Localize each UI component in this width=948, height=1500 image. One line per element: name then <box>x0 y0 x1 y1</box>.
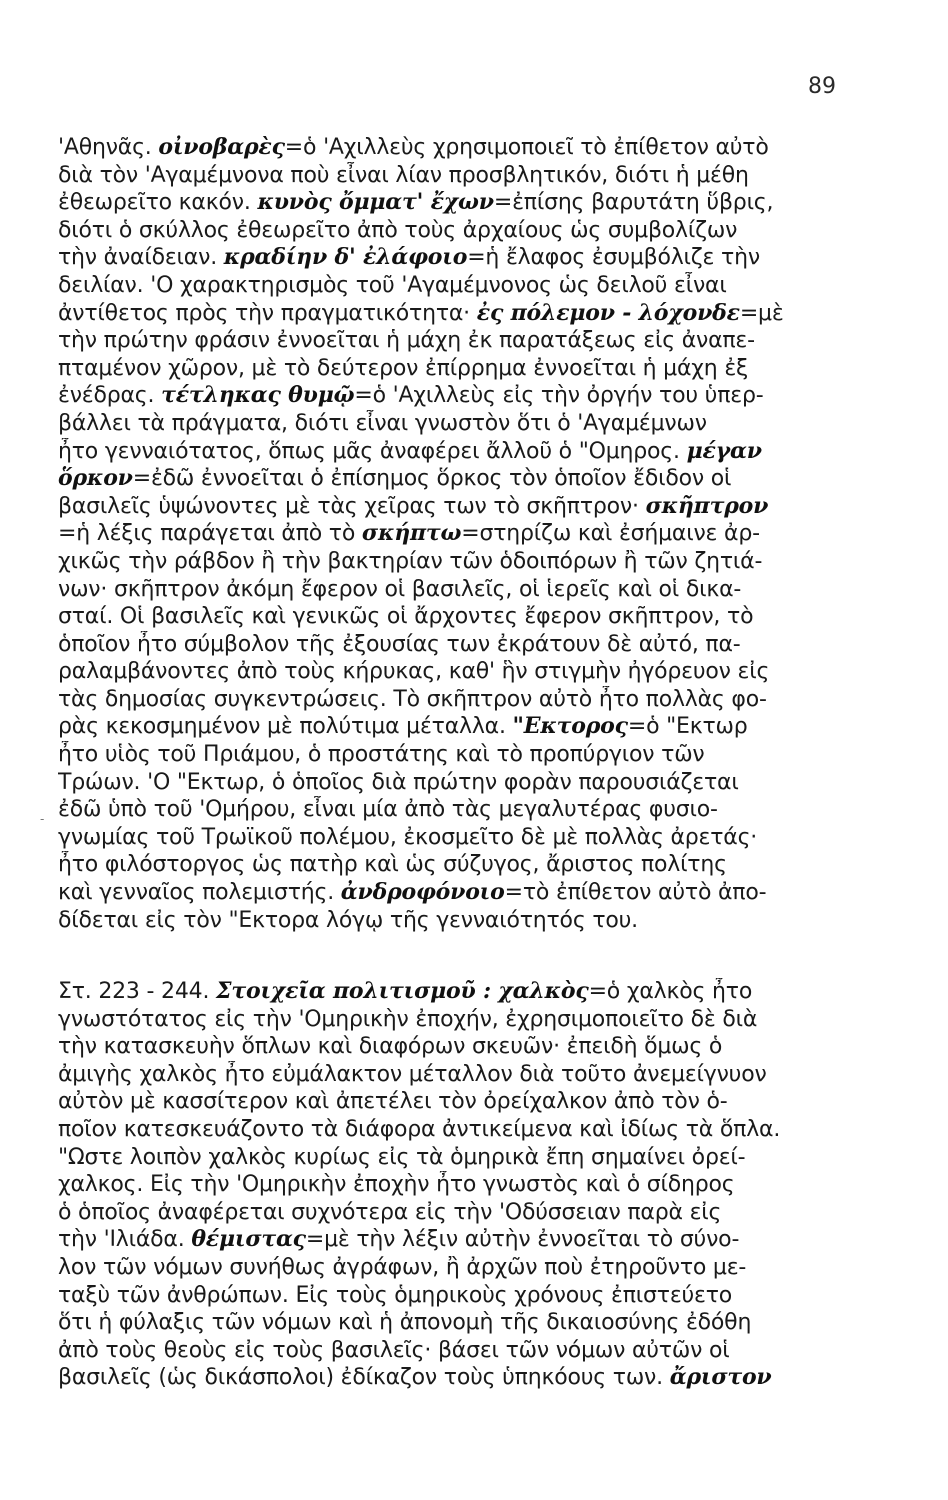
text-line <box>58 300 858 328</box>
text-line <box>58 217 858 245</box>
text-line <box>58 658 858 686</box>
gloss-text: ἀμιγὴς χαλκὸς ἦτο εὐμάλακτον μέταλλον διὰ τοῦτο ἀνεμείγνυον <box>58 1061 767 1087</box>
text-line <box>58 1337 858 1365</box>
gloss-text: ρὰς κεκοσμημένον μὲ πολύτιμα μέταλλα. <box>58 714 513 740</box>
gloss-text: καὶ γενναῖος πολεμιστής. <box>58 880 341 906</box>
gloss-text: γνωστότατος εἰς τὴν 'Ομηρικὴν ἐποχήν, ἐχρησιμοποιεῖτο δὲ διὰ <box>58 1006 758 1032</box>
lemma-term: "Εκτορος <box>512 713 628 740</box>
lemma-term: τέτληκας θυμῷ <box>161 382 355 409</box>
text-line <box>58 327 858 355</box>
gloss-text: νων· σκῆπτρον ἀκόμη ἔφερον οἱ βασιλεῖς, οἱ ἱερεῖς καὶ οἱ δικα- <box>58 576 742 602</box>
gloss-text: βασιλεῖς (ὡς δικάσπολοι) ἐδίκαζον τοὺς ὑπηκόους των. <box>58 1365 670 1391</box>
gloss-text: ἀντίθετος πρὸς τὴν πραγματικότητα· <box>58 300 477 326</box>
gloss-text: =ὁ 'Αχιλλεὺς εἰς τὴν ὀργήν του ὑπερ- <box>354 383 764 409</box>
gloss-text: σταί. Οἱ βασιλεῖς καὶ γενικῶς οἱ ἄρχοντες ἔφερον σκῆπτρον, τὸ <box>58 604 754 630</box>
commentary-paragraph-2 <box>58 978 858 1392</box>
gloss-text: =ἡ λέξις παράγεται ἀπὸ τὸ <box>58 521 362 547</box>
margin-mark: - <box>40 812 45 826</box>
commentary-paragraph-1 <box>58 134 858 934</box>
gloss-text: βάλλει τὰ πράγματα, διότι εἶναι γνωστὸν ὅτι ὁ 'Αγαμέμνων <box>58 410 707 436</box>
text-line <box>58 686 858 714</box>
lemma-term: ἐς πόλεμον - λόχονδε <box>476 299 740 326</box>
gloss-text: ὅτι ἡ φύλαξις τῶν νόμων καὶ ἡ ἀπονομὴ τῆς δικαιοσύνης ἐδόθη <box>58 1310 752 1336</box>
gloss-text: χαλκος. Εἰς τὴν 'Ομηρικὴν ἐποχὴν ἦτο γνωστὸς καὶ ὁ σίδηρος <box>58 1172 735 1198</box>
gloss-text: τὴν 'Ιλιάδα. <box>58 1227 192 1253</box>
text-line <box>58 410 858 438</box>
text-line <box>58 769 858 797</box>
gloss-text: ὁποῖον ἦτο σύμβολον τῆς ἐξουσίας των ἐκράτουν δὲ αὐτό, πα- <box>58 631 741 657</box>
lemma-term: ἀνδροφόνοιο <box>340 879 505 906</box>
gloss-text: χικῶς τὴν ράβδον ἢ τὴν βακτηρίαν τῶν ὁδοιπόρων ἢ τῶν ζητιά- <box>58 548 763 574</box>
gloss-text: ποῖον κατεσκευάζοντο τὰ διάφορα ἀντικείμενα καὶ ἰδίως τὰ ὅπλα. <box>58 1116 781 1142</box>
text-line <box>58 1226 858 1254</box>
gloss-text: =ἐδῶ ἐννοεῖται ὁ ἐπίσημος ὅρκος τὸν ὁποῖον ἔδιδον οἱ <box>132 466 732 492</box>
page-number: 89 <box>808 74 836 99</box>
gloss-text: δίδεται εἰς τὸν "Εκτορα λόγῳ τῆς γενναιότητός του. <box>58 907 638 933</box>
text-line <box>58 631 858 659</box>
text-line <box>58 1199 858 1227</box>
text-line <box>58 603 858 631</box>
text-line <box>58 1006 858 1034</box>
text-line <box>58 493 858 521</box>
gloss-text: λον τῶν νόμων συνήθως ἀγράφων, ἢ ἀρχῶν ποὺ ἐτηροῦντο με- <box>58 1254 747 1280</box>
text-line <box>58 741 858 769</box>
gloss-text: ἐθεωρεῖτο κακόν. <box>58 190 258 216</box>
gloss-text: =τὸ ἐπίθετον αὐτὸ ἀπο- <box>504 880 767 906</box>
gloss-text: =ὁ "Εκτωρ <box>627 714 748 740</box>
text-line <box>58 1088 858 1116</box>
gloss-text: =ὁ 'Αχιλλεὺς χρησιμοποιεῖ τὸ ἐπίθετον αὐτὸ <box>284 135 769 160</box>
text-line <box>58 1309 858 1337</box>
gloss-text: ἐνέδρας. <box>58 383 162 409</box>
text-line <box>58 1061 858 1089</box>
text-line <box>58 978 858 1006</box>
gloss-text: ἦτο υἱὸς τοῦ Πριάμου, ὁ προστάτης καὶ τὸ προπύργιον τῶν <box>58 742 705 768</box>
text-line <box>58 907 858 935</box>
gloss-text: "Ωστε λοιπὸν χαλκὸς κυρίως εἰς τὰ ὁμηρικὰ ἔπη σημαίνει ὀρεί- <box>58 1144 746 1170</box>
lemma-term: κραδίην δ' ἐλάφοιο <box>223 244 468 271</box>
text-line <box>58 1254 858 1282</box>
gloss-text: ἦτο φιλόστοργος ὡς πατὴρ καὶ ὡς σύζυγος, ἄριστος πολίτης <box>58 852 727 878</box>
gloss-text: =μὲ <box>739 300 784 326</box>
gloss-text: Τρώων. 'Ο "Εκτωρ, ὁ ὁποῖος διὰ πρώτην φορὰν παρουσιάζεται <box>58 769 739 795</box>
gloss-text: τὴν πρώτην φράσιν ἐννοεῖται ἡ μάχη ἐκ παρατάξεως εἰς ἀναπε- <box>58 328 755 354</box>
text-line <box>58 134 858 162</box>
gloss-text: =ἡ ἔλαφος ἐσυμβόλιζε τὴν <box>467 245 760 271</box>
text-line <box>58 1171 858 1199</box>
gloss-text: τὰς δημοσίας συγκεντρώσεις. Τὸ σκῆπτρον αὐτὸ ἦτο πολλὰς φο- <box>58 686 767 712</box>
gloss-text: διότι ὁ σκύλλος ἐθεωρεῖτο ἀπὸ τοὺς ἀρχαίους ὡς συμβολίζων <box>58 217 738 243</box>
text-line <box>58 1116 858 1144</box>
lemma-term: οἰνοβαρὲς <box>158 134 285 160</box>
lemma-term: ὅρκον <box>58 465 133 492</box>
text-line <box>58 1364 858 1392</box>
lemma-term: σκήπτω <box>361 520 462 547</box>
text-line <box>58 548 858 576</box>
gloss-text: =ὁ χαλκὸς ἦτο <box>588 979 753 1004</box>
gloss-text: ταξὺ τῶν ἀνθρώπων. Εἰς τοὺς ὁμηρικοὺς χρόνους ἐπιστεύετο <box>58 1282 733 1308</box>
gloss-text: 'Αθηνᾶς. <box>58 135 159 160</box>
lemma-term: σκῆπτρον <box>645 492 769 519</box>
lemma-term: Στοιχεῖα πολιτισμοῦ : χαλκὸς <box>216 978 589 1004</box>
gloss-text: βασιλεῖς ὑψώνοντες μὲ τὰς χεῖρας των τὸ σκῆπτρον· <box>58 493 646 519</box>
gloss-text: διὰ τὸν 'Αγαμέμνονα ποὺ εἶναι λίαν προσβλητικόν, διότι ἡ μέθη <box>58 162 749 188</box>
gloss-text: =ἐπίσης βαρυτάτη ὕβρις, <box>493 190 774 216</box>
text-line <box>58 189 858 217</box>
text-line <box>58 879 858 907</box>
gloss-text: =στηρίζω καὶ ἐσήμαινε ἀρ- <box>461 521 760 547</box>
text-line <box>58 1144 858 1172</box>
text-line <box>58 1282 858 1310</box>
gloss-text: Στ. 223 - 244. <box>58 979 217 1004</box>
gloss-text: ἀπὸ τοὺς θεοὺς εἰς τοὺς βασιλεῖς· βάσει τῶν νόμων αὐτῶν οἱ <box>58 1337 730 1363</box>
text-line <box>58 851 858 879</box>
gloss-text: δειλίαν. 'Ο χαρακτηρισμὸς τοῦ 'Αγαμέμνονος ὡς δειλοῦ εἶναι <box>58 272 727 298</box>
gloss-text: πταμένον χῶρον, μὲ τὸ δεύτερον ἐπίρρημα ἐννοεῖται ἡ μάχη ἐξ <box>58 355 749 381</box>
text-line <box>58 520 858 548</box>
lemma-term: ἄριστον <box>669 1364 772 1391</box>
text-line <box>58 244 858 272</box>
text-line <box>58 438 858 466</box>
gloss-text: ραλαμβάνοντες ἀπὸ τοὺς κήρυκας, καθ' ἣν στιγμὴν ἠγόρευον εἰς <box>58 659 770 685</box>
text-line <box>58 162 858 190</box>
gloss-text: =μὲ τὴν λέξιν αὐτὴν ἐννοεῖται τὸ σύνο- <box>305 1227 740 1253</box>
gloss-text: τὴν κατασκευὴν ὅπλων καὶ διαφόρων σκευῶν· ἐπειδὴ ὅμως ὁ <box>58 1034 723 1060</box>
gloss-text: τὴν ἀναίδειαν. <box>58 245 224 271</box>
gloss-text: ὁ ὁποῖος ἀναφέρεται συχνότερα εἰς τὴν 'Οδύσσειαν παρὰ εἰς <box>58 1199 722 1225</box>
text-line <box>58 576 858 604</box>
lemma-term: κυνὸς ὄμματ' ἔχων <box>257 189 494 216</box>
text-line <box>58 382 858 410</box>
text-line <box>58 796 858 824</box>
gloss-text: γνωμίας τοῦ Τρωϊκοῦ πολέμου, ἐκοσμεῖτο δὲ μὲ πολλὰς ἀρετάς· <box>58 824 758 850</box>
text-line <box>58 824 858 852</box>
lemma-term: θέμιστας <box>191 1226 306 1253</box>
gloss-text: ἐδῶ ὑπὸ τοῦ 'Ομήρου, εἶναι μία ἀπὸ τὰς μεγαλυτέρας φυσιο- <box>58 797 718 823</box>
text-line <box>58 272 858 300</box>
text-line <box>58 355 858 383</box>
gloss-text: ἦτο γενναιότατος, ὅπως μᾶς ἀναφέρει ἄλλοῦ ὁ "Ομηρος. <box>58 438 687 464</box>
gloss-text: αὐτὸν μὲ κασσίτερον καὶ ἀπετέλει τὸν ὀρείχαλκον ἀπὸ τὸν ὁ- <box>58 1089 728 1115</box>
text-line <box>58 465 858 493</box>
lemma-term: μέγαν <box>686 437 762 464</box>
text-line <box>58 1033 858 1061</box>
text-line <box>58 713 858 741</box>
